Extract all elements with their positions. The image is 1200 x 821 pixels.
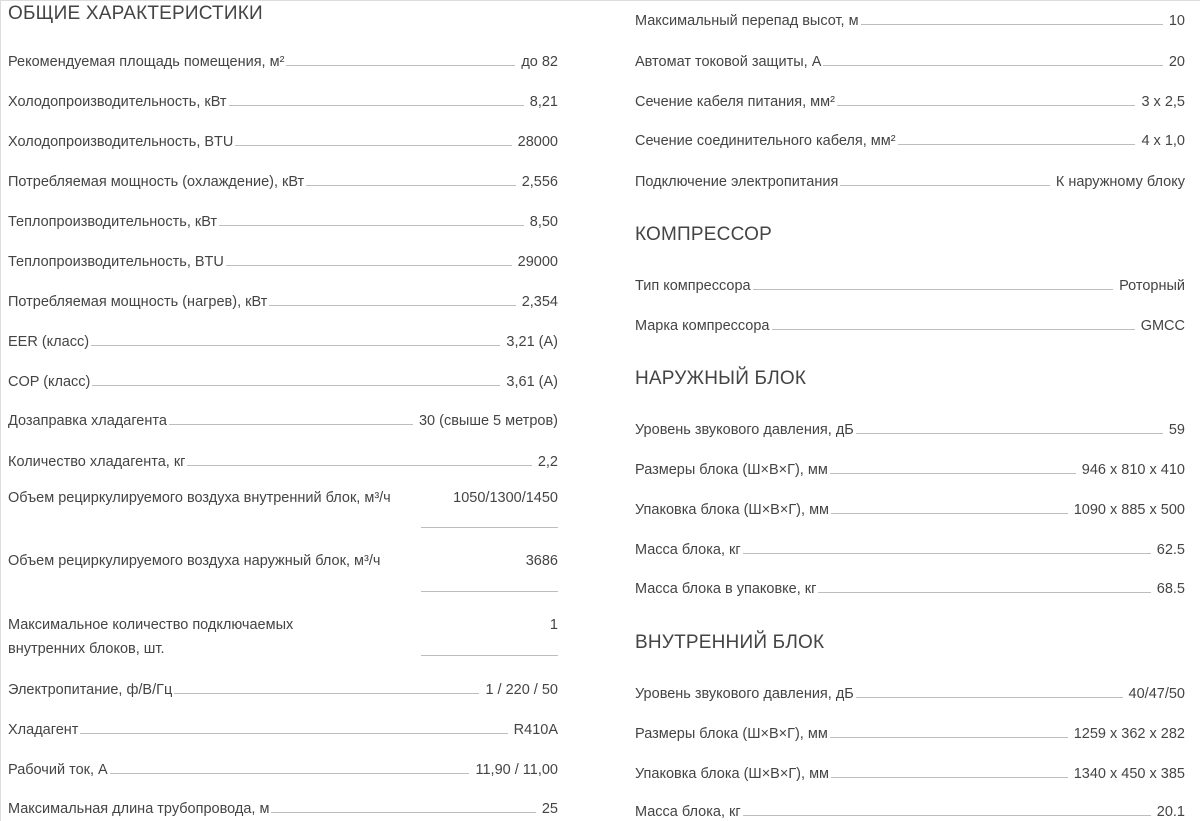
spec-value: 25 <box>541 801 558 817</box>
spec-label: Тип компрессора <box>635 278 751 294</box>
spec-value: 30 (свыше 5 метров) <box>418 413 558 429</box>
spec-label: Сечение кабеля питания, мм² <box>635 94 835 110</box>
spec-row <box>635 50 1185 70</box>
spec-row <box>635 762 1185 782</box>
spec-value: 10 <box>1168 13 1185 29</box>
spec-row <box>8 210 558 230</box>
dotted-leader <box>823 65 1162 66</box>
spec-row <box>635 418 1185 438</box>
spec-value: 2,2 <box>537 454 558 470</box>
dotted-leader <box>110 773 470 774</box>
spec-row <box>8 250 558 270</box>
left-border <box>0 0 1 821</box>
dotted-leader <box>830 737 1068 738</box>
spec-row <box>635 458 1185 478</box>
dotted-leader <box>421 591 558 592</box>
dotted-leader <box>271 812 535 813</box>
dotted-leader <box>818 592 1150 593</box>
dotted-leader <box>861 24 1163 25</box>
spec-row <box>8 370 558 390</box>
spec-value: до 82 <box>521 54 558 70</box>
spec-label: Упаковка блока (Ш×В×Г), мм <box>635 502 830 518</box>
section-heading-indoor-unit: ВНУТРЕННИЙ БЛОК <box>635 632 825 653</box>
dotted-leader <box>421 655 558 656</box>
dotted-leader <box>831 513 1068 514</box>
spec-label: Объем рециркулируемого воздуха наружный блок, м³/ч <box>8 553 381 569</box>
spec-row <box>8 290 558 310</box>
spec-row <box>8 50 558 70</box>
section-heading-compressor: КОМПРЕССОР <box>635 224 772 245</box>
spec-row <box>635 90 1185 110</box>
spec-value: 62.5 <box>1156 542 1185 558</box>
spec-value: К наружному блоку <box>1055 174 1185 190</box>
spec-row <box>635 9 1185 29</box>
dotted-leader <box>837 105 1136 106</box>
dotted-leader <box>772 329 1135 330</box>
spec-label: Масса блока, кг <box>635 804 741 820</box>
dotted-leader <box>743 815 1151 816</box>
spec-row <box>635 800 1185 820</box>
spec-value: 3,61 (A) <box>506 374 558 390</box>
top-border <box>0 0 1200 1</box>
spec-value: 1090 x 885 x 500 <box>1073 502 1185 518</box>
spec-value: 2,354 <box>521 294 558 310</box>
spec-value: 28000 <box>517 134 558 150</box>
spec-label: Хладагент <box>8 722 79 738</box>
dotted-leader <box>286 65 515 66</box>
spec-label: Рекомендуемая площадь помещения, м² <box>8 54 285 70</box>
spec-label: Теплопроизводительность, кВт <box>8 214 218 230</box>
section-heading-general: ОБЩИЕ ХАРАКТЕРИСТИКИ <box>8 3 263 24</box>
spec-label: Упаковка блока (Ш×В×Г), мм <box>635 766 830 782</box>
dotted-leader <box>830 473 1076 474</box>
spec-label: Уровень звукового давления, дБ <box>635 422 854 438</box>
spec-row <box>635 498 1185 518</box>
spec-value: 946 x 810 x 410 <box>1081 462 1185 478</box>
spec-label: Размеры блока (Ш×В×Г), мм <box>635 462 828 478</box>
spec-value: 3,21 (A) <box>506 334 558 350</box>
dotted-leader <box>226 265 512 266</box>
spec-label: Марка компрессора <box>635 318 770 334</box>
spec-row <box>8 549 558 595</box>
spec-label: Масса блока в упаковке, кг <box>635 581 817 597</box>
dotted-leader <box>235 145 511 146</box>
dotted-leader <box>753 289 1114 290</box>
spec-row <box>635 274 1185 294</box>
spec-value: 1 / 220 / 50 <box>485 682 558 698</box>
spec-row <box>635 577 1185 597</box>
spec-label: Подключение электропитания <box>635 174 839 190</box>
spec-row <box>635 722 1185 742</box>
dotted-leader <box>856 697 1123 698</box>
spec-label: Холодопроизводительность, BTU <box>8 134 234 150</box>
spec-label: Масса блока, кг <box>635 542 741 558</box>
section-heading-outdoor-unit: НАРУЖНЫЙ БЛОК <box>635 368 807 389</box>
spec-value: Роторный <box>1119 278 1185 294</box>
spec-row <box>635 129 1185 149</box>
spec-value: GMCC <box>1140 318 1185 334</box>
dotted-leader <box>219 225 524 226</box>
spec-label: Потребляемая мощность (охлаждение), кВт <box>8 174 305 190</box>
dotted-leader <box>169 424 413 425</box>
spec-label: Дозаправка хладагента <box>8 413 167 429</box>
dotted-leader <box>856 433 1163 434</box>
spec-label: Максимальная длина трубопровода, м <box>8 801 270 817</box>
spec-row <box>8 797 558 817</box>
spec-value: 2,556 <box>521 174 558 190</box>
spec-value: 29000 <box>517 254 558 270</box>
dotted-leader <box>91 345 500 346</box>
spec-label: Рабочий ток, А <box>8 762 108 778</box>
spec-label: Автомат токовой защиты, А <box>635 54 822 70</box>
spec-value: 20.1 <box>1156 804 1185 820</box>
spec-label: Уровень звукового давления, дБ <box>635 686 854 702</box>
spec-label: EER (класс) <box>8 334 90 350</box>
dotted-leader <box>743 553 1151 554</box>
dotted-leader <box>840 185 1050 186</box>
spec-value: 1 <box>549 617 558 633</box>
spec-row <box>8 758 558 778</box>
spec-row <box>8 486 558 532</box>
dotted-leader <box>80 733 507 734</box>
spec-value: 11,90 / 11,00 <box>475 762 558 778</box>
spec-label: Максимальное количество подключаемых внутренних блоков, шт. <box>8 617 294 657</box>
spec-row <box>635 682 1185 702</box>
spec-value: 1340 x 450 x 385 <box>1073 766 1185 782</box>
spec-value: 1050/1300/1450 <box>453 490 558 506</box>
spec-row <box>8 613 558 659</box>
spec-value: 68.5 <box>1156 581 1185 597</box>
spec-label: Количество хладагента, кг <box>8 454 186 470</box>
spec-label: Размеры блока (Ш×В×Г), мм <box>635 726 828 742</box>
spec-row <box>635 314 1185 334</box>
dotted-leader <box>269 305 515 306</box>
spec-value: 3 x 2,5 <box>1141 94 1185 110</box>
dotted-leader <box>831 777 1068 778</box>
spec-row <box>8 170 558 190</box>
spec-value: 20 <box>1168 54 1185 70</box>
spec-row <box>8 130 558 150</box>
spec-row <box>635 538 1185 558</box>
dotted-leader <box>187 465 531 466</box>
spec-row <box>8 90 558 110</box>
spec-row <box>8 678 558 698</box>
dotted-leader <box>306 185 516 186</box>
spec-label: COP (класс) <box>8 374 91 390</box>
spec-row <box>8 718 558 738</box>
spec-label: Максимальный перепад высот, м <box>635 13 859 29</box>
spec-label: Объем рециркулируемого воздуха внутренний блок, м³/ч <box>8 490 391 506</box>
spec-value: 3686 <box>525 553 558 569</box>
spec-value: 4 x 1,0 <box>1141 133 1185 149</box>
spec-label: Сечение соединительного кабеля, мм² <box>635 133 896 149</box>
dotted-leader <box>898 144 1136 145</box>
dotted-leader <box>174 693 479 694</box>
dotted-leader <box>92 385 500 386</box>
spec-value: R410A <box>513 722 558 738</box>
dotted-leader <box>421 527 558 528</box>
spec-label: Электропитание, ф/В/Гц <box>8 682 173 698</box>
spec-value: 8,50 <box>529 214 558 230</box>
spec-value: 8,21 <box>529 94 558 110</box>
dotted-leader <box>229 105 524 106</box>
spec-row <box>8 409 558 429</box>
spec-value: 59 <box>1168 422 1185 438</box>
spec-label: Холодопроизводительность, кВт <box>8 94 227 110</box>
spec-value: 1259 x 362 x 282 <box>1073 726 1185 742</box>
spec-value: 40/47/50 <box>1128 686 1185 702</box>
spec-row <box>8 450 558 470</box>
spec-label: Потребляемая мощность (нагрев), кВт <box>8 294 268 310</box>
spec-row <box>635 170 1185 190</box>
spec-row <box>8 330 558 350</box>
spec-label: Теплопроизводительность, BTU <box>8 254 224 270</box>
